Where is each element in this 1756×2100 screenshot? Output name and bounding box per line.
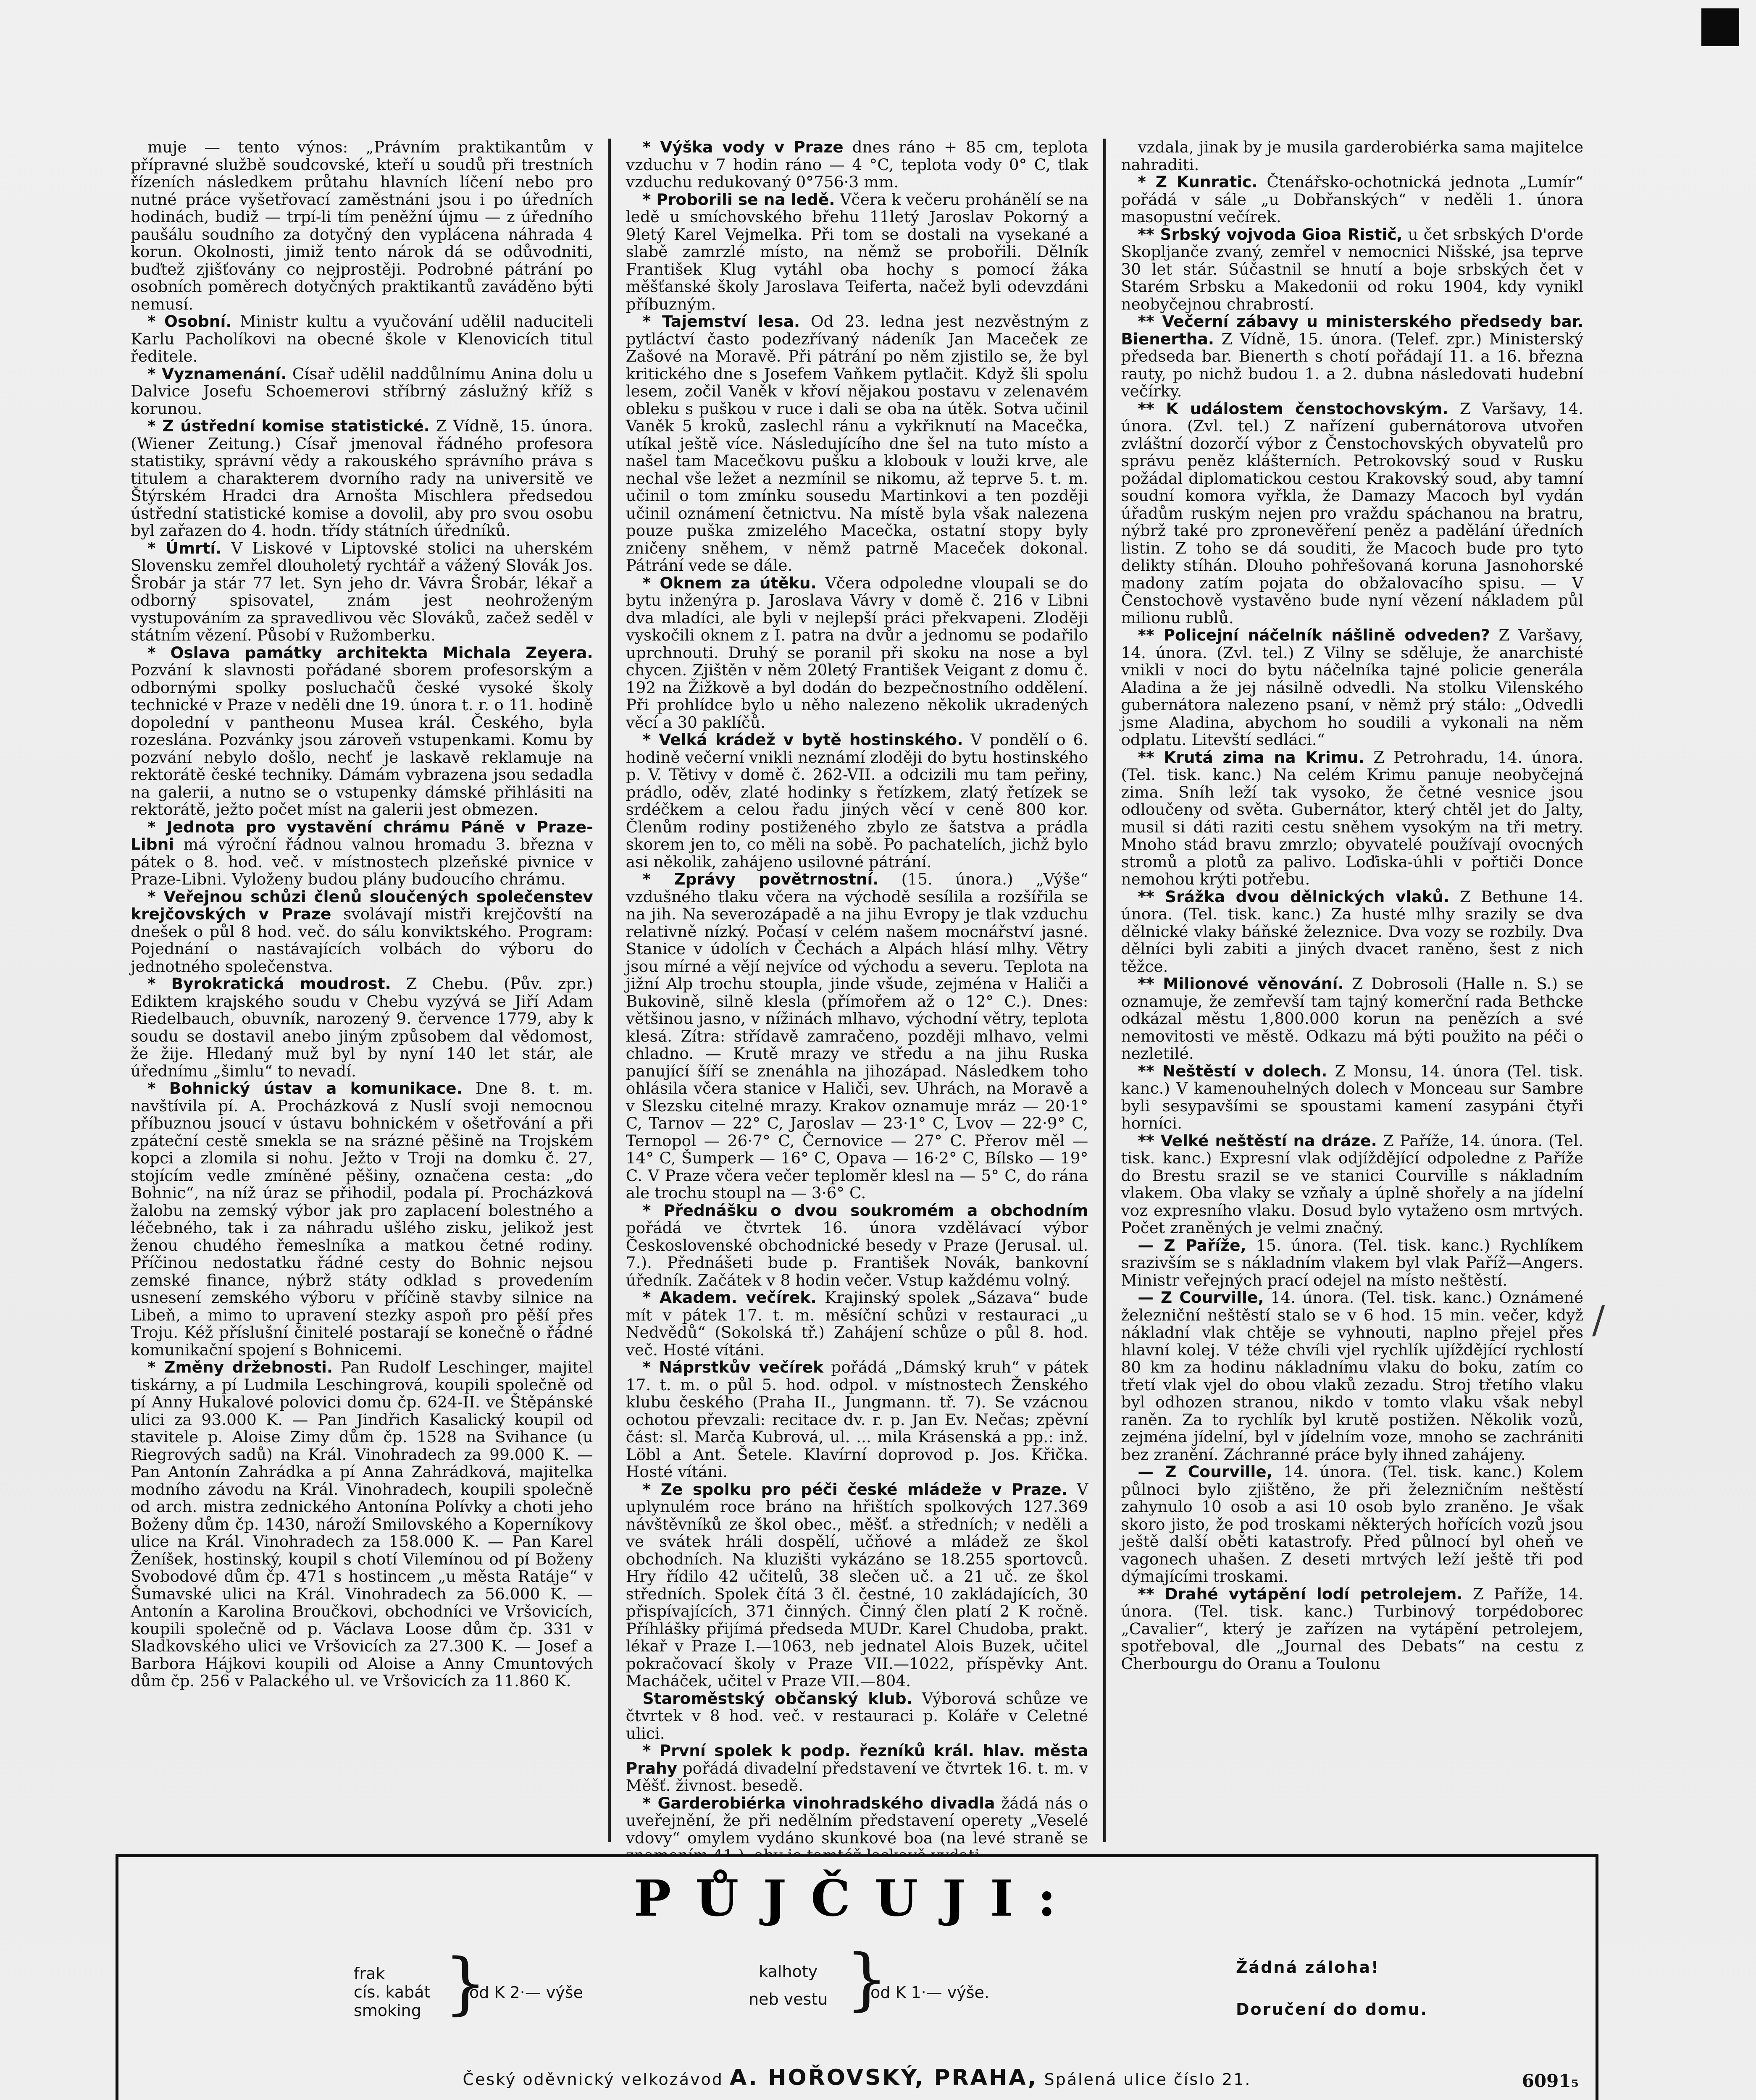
article-text: svolávají mistři krejčovští na dnešek o půl 8 hod. več. do sálu konviktského. Program: Pojednání o nastávajících volbách do výboru do jednotného společenstva.: [131, 905, 593, 976]
article-paragraph: [1121, 627, 1583, 749]
column-1: [116, 139, 608, 1842]
article-text: vzdala, jinak by je musila garderobiérka sama majitelce nahraditi.: [1121, 138, 1584, 174]
article-text: Z Bethune 14. února. (Tel. tisk. kanc.) Za husté mlhy srazily se dva dělnické vlaky báňské železnice. Dva vozy se rozbily. Dva dělníci byli zabiti a jiných dvacet raněno, šest z nich těžce.: [1121, 887, 1584, 976]
article-text: Včera odpoledne vloupali se do bytu inženýra p. Jaroslava Vávry v domě č. 216 v Libni dva mladíci, ale byli v nejlepší práci překvapeni. Zloději vyskočili oknem z I. patra na dvůr a jednomu se podařilo uprchnouti. Druhý se poranil při skoku na nose a byl chycen. Zjištěn v něm 20letý František Veigant z domu č. 192 na Žižkově a byl dodán do bezpečnostního oddělení. Při prohlídce bylo u něho nalezeno několik ukradených věcí a 30 paklíčů.: [626, 573, 1088, 732]
ad-item: kalhoty: [759, 1962, 818, 1981]
advertisement-box: [116, 1854, 1598, 2100]
article-paragraph: [131, 417, 593, 540]
article-paragraph: [131, 139, 593, 313]
article-paragraph: [131, 1080, 593, 1359]
article-paragraph: [626, 191, 1088, 313]
article-heading: * Byrokratická moudrost.: [147, 974, 391, 993]
article-paragraph: [1121, 1132, 1583, 1237]
article-heading: * Veřejnou schůzi členů sloučených společenstev krejčovských v Praze: [131, 887, 593, 923]
article-text: Výborová schůze ve čtvrtek v 8 hod. več. v restauraci p. Koláře v Celetné ulici.: [626, 1689, 1088, 1743]
article-heading: * Tajemství lesa.: [642, 312, 800, 331]
article-paragraph: [1121, 1063, 1583, 1132]
article-paragraph: [1121, 226, 1583, 313]
ad-item: neb vestu: [749, 1990, 828, 2008]
article-heading: * Bohnický ústav a komunikace.: [147, 1079, 463, 1097]
article-text: Pan Rudolf Leschinger, majitel tiskárny, a pí Ludmila Leschingrová, koupili společně od pí Anny Hukalové polovici domu čp. 624-II. ve Štěpánské ulici za 93.000 K. — Pan Jindřich Kasalický koupil od stavitele p. Aloise Zimy dům čp. 1528 na Svihance (u Riegrových sadů) na Král. Vinohradech za 99.000 K. — Pan Antonín Zahrádka a pí Anna Zahrádková, majitelka modního závodu na Král. Vinohradech, koupili společně od arch. mistra zednického Antonína Polívky a choti jeho Boženy dům čp. 1430, nároží Smilovského a Koperníkovy ulice na Král. Vinohradech za 158.000 K. — Pan Karel Ženíšek, hostinský, koupil s chotí Vilemínou od pí Boženy Svobodové dům čp. 471 s hostincem „u města Ratáje“ v Šumavské ulici na Král. Vinohradech za 56.000 K. — Antonín a Karolina Broučkovi, obchodníci ve Vršovicích, koupili společně od p. Václava Loose dům čp. 331 v Sladkovského ulici ve Vršovicích za 27.300 K. — Josef a Barbora Hájkovi koupili od Aloise a Anny Cmuntových dům čp. 256 v Palackého ul. ve Vršovicích za 11.860 K.: [131, 1358, 593, 1690]
article-paragraph: [131, 975, 593, 1080]
article-paragraph: [626, 1202, 1088, 1289]
article-heading: * Z ústřední komise statistické.: [147, 417, 430, 435]
article-paragraph: [626, 871, 1088, 1202]
column-3: [1103, 139, 1598, 1842]
article-heading: * Úmrtí.: [147, 538, 222, 557]
article-text: Z Vídně, 15. února. (Wiener Zeitung.) Císař jmenoval řádného profesora statistiky, správní vědy a rakouského správního práva s titulem a charakterem dvorního rady na universitě ve Štýrském Hradci dra Arnošta Mischlera předsedou ústřední statistické komise a dovolil, aby pro svou osobu byl zařazen do 4. hodn. třídy státních úředníků.: [131, 417, 593, 540]
article-heading: * Garderobiérka vinohradského divadla: [642, 1793, 995, 1812]
article-heading: * Oslava památky architekta Michala Zeyera.: [147, 643, 593, 662]
article-text: V Liskové v Liptovské stolici na uherském Slovensku zemřel dlouholetý rychtář a vážený Slovák Jos. Šrobár ja stár 77 let. Syn jeho dr. Vávra Šrobár, lékař a odborný spisovatel, znám jest neohroženým vystupováním za spravedlivou věc Slováků, začež seděl v státním vězení. Působí v Ružomberku.: [131, 538, 593, 644]
article-text: Krajinský spolek „Sázava“ bude mít v pátek 17. t. m. měsíční schůzi v restauraci „u Nedvědů“ (Sokolská tř.) Zahájení schůze o půl 8. hod. več. Hosté vítáni.: [626, 1288, 1088, 1359]
article-text: Z Petrohradu, 14. února. (Tel. tisk. kanc.) Na celém Krimu panuje neobyčejná zima. Sníh leží tak vysoko, že četné vesnice jsou odloučeny od světa. Gubernátor, který chtěl jet do Jalty, musil si dáti raziti cestu sněhem vysokým na tři metry. Mnoho stád bravu zmrzlo; obyvatelé používají ovocných stromů a plotů za palivo. Loďiska-úhli v pořtiči Donce nemohou krýti potřebu.: [1121, 748, 1584, 888]
article-heading: ** Velké neštěstí na dráze.: [1138, 1131, 1377, 1150]
article-heading: * První spolek k podp. řezníků král. hlav. města Prahy: [626, 1741, 1088, 1777]
article-paragraph: [1121, 313, 1583, 400]
article-paragraph: [1121, 400, 1583, 627]
article-text: Dne 8. t. m. navštívila pí. A. Procházková z Nuslí svoji nemocnou příbuznou jsoucí v ústavu bohnickém v ošetřování a při zpáteční cestě smekla se na srázné pěšině na Trojském kopci a zlomila si nohu. Ježto v Troji na domku č. 27, stojícím vedle zmíněné pěšiny, označena cesta: „do Bohnic“, na níž úraz se přihodil, podala pí. Procházková žalobu na zemský výbor jak pro zaplacení bolestného a léčebného, tak i za náhradu ušlého zisku, jelikož jest ženou chudého řemeslníka a matkou četné rodiny. Příčinou nedostatku řádné cesty do Bohnic nejsou zemské finance, nýbrž státy odklad s provedením usnesení zemského výboru v příčině stavby silnice na Libeň, a mimo to upravení stezky aspoň pro pěší přes Troju. Kéž příslušní činitelé postarají se konečně o řádné komunikační spojení s Bohnicemi.: [131, 1079, 593, 1359]
article-paragraph: [131, 540, 593, 644]
article-text: pořádá divadelní představení ve čtvrtek 16. t. m. v Měšť. živnost. besedě.: [626, 1759, 1088, 1795]
article-text: Z Varšavy, 14. února. (Zvl. tel.) Z Vilny se sděluje, že anarchisté vnikli v noci do bytu náčelníka tajné policie generála Aladina a že jej násilně odvedli. Na stolku Vilenského gubernátora nalezeno psaní, v němž prý stálo: „Odvedli jsme Aladina, abychom ho soudili a vykonali na něm odplatu. Litevští sedláci.“: [1121, 626, 1584, 749]
article-paragraph: [1121, 1463, 1583, 1586]
article-paragraph: [626, 731, 1088, 871]
article-paragraph: [1121, 888, 1583, 976]
article-text: Z Paříže, 14. února. (Tel. tisk. kanc.) Turbinový torpédoborec „Cavalier“, který je zařízen na vytápění petrolejem, spotřeboval, dle „Journal des Debats“ na cestu z Cherbourgu do Oranu a Toulonu: [1121, 1584, 1584, 1673]
article-text: V pondělí o 6. hodině večerní vnikli neznámí zloději do bytu hostinského p. V. Tětivy v domě č. 262-VII. a odcizili mu tam peřiny, prádlo, oděv, zlaté hodinky s řetízkem, zlatý řetízek se srdéčkem a celou řadu jiných věcí v ceně 800 kor. Členům rodiny postiženého zbylo ze šatstva a prádla skorem jen to, co měli na sobě. Po pachatelích, jichž bylo asi několik, zahájeno usilovné pátrání.: [626, 730, 1088, 871]
article-text: pořádá ve čtvrtek 16. února vzdělávací výbor Československé obchodnické besedy v Praze (Jerusal. ul. 7.). Přednášeti bude p. František Novák, bankovní úředník. Začátek v 8 hodin večer. Vstup každému volný.: [626, 1218, 1088, 1289]
article-text: dnes ráno + 85 cm, teplota vzduchu v 7 hodin ráno — 4 °C, teplota vody 0° C, tlak vzduchu redukovaný 0°756·3 mm.: [626, 138, 1088, 191]
ad-left-items: [354, 1964, 430, 2020]
ad-item: frak: [354, 1964, 385, 1983]
article-paragraph: [1121, 139, 1583, 173]
article-text: pořádá „Dámský kruh“ v pátek 17. t. m. o půl 5. hod. odpol. v místnostech Ženského klubu českého (Praha II., Jungmann. tř. 7). Se vzácnou ochotou převzali: recitace dv. r. p. Jan Ev. Nečas; zpěvní část: sl. Marča Kubrová, ul. ... mila Krásenská a pp.: inž. Löbl a Ant. Šetele. Klavírní doprovod p. Jos. Křička. Hosté vítáni.: [626, 1358, 1088, 1481]
article-text: žádá nás o uveřejnění, že při nedělním představení operety „Veselé vdovy“ omylem vydáno skunkové boa (na levé straně se: [626, 1793, 1088, 1847]
article-paragraph: [131, 1359, 593, 1690]
article-heading: — Z Courville,: [1138, 1462, 1272, 1481]
article-paragraph: [626, 575, 1088, 732]
article-heading: ** Srážka dvou dělnických vlaků.: [1138, 887, 1450, 906]
article-heading: ** Milionové věnování.: [1138, 974, 1344, 993]
article-columns: [116, 138, 1598, 1847]
article-heading: * Jednota pro vystavění chrámu Páně v Praze-Libni: [131, 817, 593, 853]
ad-footer-suffix: Spálená ulice číslo 21.: [1044, 2070, 1251, 2089]
article-heading: * Výška vody v Praze: [642, 138, 844, 156]
ad-footer-prefix: Český oděvnický velkozávod: [463, 2070, 723, 2089]
ad-footer: [118, 2065, 1596, 2090]
article-heading: ** Krutá zima na Krimu.: [1138, 748, 1364, 766]
article-heading: * Osobní.: [147, 312, 232, 331]
article-paragraph: [1121, 1586, 1583, 1673]
article-heading: * Velká krádež v bytě hostinského.: [642, 730, 963, 749]
article-paragraph: [626, 1690, 1088, 1743]
article-paragraph: [626, 313, 1088, 575]
article-paragraph: [131, 644, 593, 819]
article-text: Včera k večeru prohánělí se na ledě u smíchovského břehu 11letý Jaroslav Pokorný a 9letý Karel Vejmelka. Při tom se dostali na vysekané a slabě zamrzlé místo, na němž se probořili. Dělník František Klug vytáhl oba hochy s pomocí žáka měšťanské školy Jaroslava Teiferta, načež byli odevzdáni příbuzným.: [626, 190, 1088, 313]
article-text: Z Vídně, 15. února. (Telef. zpr.) Ministerský předseda bar. Bienerth s chotí pořádají 11. a 16. března rauty, po nichž budou 1. a 2. dubna následovati hudební večírky.: [1121, 329, 1584, 400]
article-text: 15. února. (Tel. tisk. kanc.) Rychlíkem srazivším se s nákladním vlakem byl vlak Paříž—Angers. Ministr veřejných prací odejel na místo neštěstí.: [1121, 1236, 1584, 1289]
article-heading: * Náprstkův večírek: [642, 1358, 824, 1376]
article-paragraph: [1121, 1289, 1583, 1463]
article-text: muje — tento výnos: „Právním praktikantům v přípravné službě soudcovské, kteří u soudů při trestních řízeních následkem průtahu hlavních líčení nebo pro nutné práce vyšetřovací zaměstnáni jsou i po úředních hodinách, budiž — trpí-li tím peněžní újmu — z úředního paušálu soudního za dotyčný den vyplácena náhrada 4 korun. Okolnosti, jimiž tento nárok dá se odůvodniti, buďtež zjišťovány co nejprostěji. Podrobné pátrání po osobních poměrech dotyčných praktikantů zaváděno býti nemusí.: [131, 138, 593, 313]
article-paragraph: [626, 1289, 1088, 1359]
ad-item: cís. kabát: [354, 1983, 431, 2001]
article-paragraph: [626, 1481, 1088, 1690]
article-paragraph: [131, 819, 593, 888]
article-heading: ** Policejní náčelník nášlině odveden?: [1138, 626, 1490, 644]
article-heading: * Přednášku o dvou soukromém a obchodním: [642, 1201, 1088, 1220]
article-text: u čet srbských D'orde Skopljanče zvaný, zemřel v nemocnici Nišské, jsa teprve 30 let stár. Súčastnil se hnutí a boje srbských čet v Starém Srbsku a Makedonii od roku 1904, kdy vynikl neobyčejnou chrabrostí.: [1121, 225, 1584, 313]
article-text: Z Paříže, 14. února. (Tel. tisk. kanc.) Expresní vlak odjíždějící odpoledne z Paříže do Brestu srazil se ve stanici Courville s nákladním vlakem. Oba vlaky se vzňaly a úplně shořely a na jídelní voz expresního vlaku. Dosud bylo vytaženo osm mrtvých. Počet zraněných je velmi značný.: [1121, 1131, 1584, 1237]
ad-title: PŮJČUJI:: [634, 1869, 1080, 1927]
article-heading: ** Neštěstí v dolech.: [1138, 1061, 1328, 1080]
article-paragraph: [626, 1359, 1088, 1481]
article-paragraph: [1121, 173, 1583, 226]
article-paragraph: [626, 139, 1088, 191]
ad-home-delivery: Doručení do domu.: [1236, 2000, 1428, 2019]
ad-code: 6091₅: [1522, 2071, 1579, 2091]
article-heading: * Zprávy povětrnostní.: [642, 870, 879, 888]
article-heading: ** Večerní zábavy u ministerského předsedy bar. Bienertha.: [1121, 312, 1584, 348]
ad-item: smoking: [354, 2001, 421, 2020]
article-paragraph: [1121, 975, 1583, 1063]
article-heading: ** Srbský vojvoda Gioa Ristič,: [1138, 225, 1403, 244]
article-text: Ministr kultu a vyučování udělil naduciteli Karlu Pacholíkovi na obecné škole v Klenovicích titul ředitele.: [131, 312, 593, 365]
article-text: 14. února. (Tel. tisk. kanc.) Oznámené železniční neštěstí stalo se v 6 hod. 15 min. večer, když nákladní vlak chtěje se vyhnouti, naplno přejel přes hlavní kolej. V téže chvíli vjel rychlík ujíždějící rychlostí 80 km za hodinu nákladnímu vlaku do boku, zatím co třetí vlak vjel do obou vlaků zezadu. Stroj třetího vlaku byl odhozen stranou, nikdo v tomto vlaku však nebyl raněn. Za to rychlík byl krutě postižen. Několik vozů, zejména jídelní, byl v jídelním voze, mnoho se zachrániti bez zranění. Záchranné práce byly ihned zahájeny.: [1121, 1288, 1584, 1464]
article-heading: — Z Paříže,: [1138, 1236, 1246, 1255]
article-paragraph: [131, 888, 593, 976]
column-2: [608, 138, 1104, 1847]
margin-pencil-mark: /: [1592, 1298, 1605, 1342]
article-paragraph: [131, 365, 593, 418]
ad-left-price: od K 2·— výše: [469, 1983, 583, 2002]
article-text: má výroční řádnou valnou hromadu 3. března v pátek o 8. hod. več. v místnostech plzeňské pivnice v Praze-Libni. Vyloženy budou plány budoucího chrámu.: [131, 835, 593, 888]
ad-footer-brand: A. HOŘOVSKÝ, PRAHA,: [729, 2065, 1038, 2090]
brace-left: }: [444, 1944, 487, 2022]
article-paragraph: [131, 313, 593, 365]
ad-middle-items: [749, 1962, 828, 2008]
article-heading: Staroměstský občanský klub.: [642, 1689, 912, 1708]
article-paragraph: [626, 1795, 1088, 1864]
article-heading: * Akadem. večírek.: [642, 1288, 817, 1307]
article-text: Císař udělil naddůlnímu Anina dolu u Dalvice Josefu Schoemerovi stříbrný záslužný kříž s korunou.: [131, 364, 593, 418]
article-text: Čtenářsko-ochotnická jednota „Lumír“ pořádá v sále „u Dobřanských“ v neděli 1. února masopustní večírek.: [1121, 173, 1584, 226]
scan-corner-mark: [1701, 8, 1739, 46]
article-text: Z Monsu, 14. února (Tel. tisk. kanc.) V kamenouhelných dolech v Monceau sur Sambre byli sesypavšími se spoustami kamení zasypáni čtyři horníci.: [1121, 1061, 1584, 1132]
article-heading: * Vyznamenání.: [147, 364, 287, 383]
article-heading: * Z Kunratic.: [1138, 173, 1258, 191]
article-heading: — Z Courville,: [1138, 1288, 1264, 1307]
article-paragraph: [1121, 749, 1583, 888]
article-text: Z Chebu. (Pův. zpr.) Ediktem krajského soudu v Chebu vyzývá se Jiří Adam Riedelbauch, obuvník, narozený 9. července 1779, aby k soudu se dostavil anebo jiným způsobem dal vědomost, že žije. Hledaný muž byl by nyní 140 let stár, ale úřednímu „šimlu“ to nevadí.: [131, 974, 593, 1080]
article-heading: * Proborili se na ledě.: [642, 190, 835, 209]
article-text: (15. února.) „Výše“ vzdušného tlaku včera na východě sesílila a rozšířila se na jih. Na severozápadě a na jihu Evropy je tlak vzduchu relativně nízký. Počasí v celém našem mocnářství jasné. Stanice v údolích v Čechách a Alpách hlásí mlhy. Větry jsou mírné a vějí nejvíce od východu a severu. Teplota na jižní Alp trochu stoupla, jinde všude, zejména v Haliči a Bukovině, silně klesla (přímořem až o 12° C.). Dnes: většinou jasno, v nížinách mlhavo, východní větry, teplota klesá. Zítra: střídavě zamračeno, později mlhavo, velmi chladno. — Krutě mrazy ve středu a na jihu Ruska panující šíří se znenáhla na jihozápad. Následkem toho ohlásila včera stanice v Haliči, sev. Uhrách, na Moravě a v Slezsku citelné mrazy. Krakov oznamuje mráz — 20·1° C, Tarnov — 22° C, Jaroslav — 23·1° C, Lvov — 22·9° C, Ternopol — 26·7° C, Černovice — 27° C. Přerov měl — 14° C, Šumperk — 16° C, Opava — 16·2° C, Bílsko — 19° C. V Praze včera večer teploměr klesl na — 5° C, do rána ale trochu stoupl na — 3·6° C.: [626, 870, 1088, 1202]
article-heading: * Oknem za útěku.: [642, 573, 817, 592]
article-text: Pozvání k slavnosti pořádané sborem profesorským a odbornými spolky posluchačů české vysoké školy technické v Praze v neděli dne 19. února t. r. o 11. hodině dopolední v pantheonu Musea král. Českého, byla rozeslána. Pozvánky jsou zároveň vstupenkami. Komu by pozvání nebylo došlo, nechť je laskavě reklamuje na rektorátě české techniky. Dámám vybrazena jsou sedadla na galerii, a nutno se o vstupenky dámské přihlásiti na rektorátě, ježto počet míst na galerii jest obmezen.: [131, 661, 593, 819]
brace-middle: }: [845, 1940, 888, 2018]
article-text: Z Varšavy, 14. února. (Zvl. tel.) Z nařízení gubernátorova utvořen zvláštní dozorčí výbor z Čenstochovských obyvatelů pro správu peněz klášterních. Petrokovský soud v Rusku požádal diplomatickou cestou Krakovský soud, aby tamní soudní komora vyřkla, že Damazy Macoch byl vydán úřadům ruským nejen pro vraždu spáchanou na bratru, nýbrž také pro zpronevěření peněz a padělání úředních listin. Z toho se dá souditi, že Macoch bude pro tyto delikty stíhán. Dlouho pohřešovaná koruna Jasnohorské madony zatím pojata do obžalovacího spisu. — V Čenstochově vystavěno bude nyní vězení nákladem půl milionu rublů.: [1121, 399, 1584, 627]
article-heading: * Změny držebnosti.: [147, 1358, 333, 1376]
article-heading: ** Drahé vytápění lodí petrolejem.: [1138, 1584, 1463, 1603]
article-text: V uplynulém roce bráno na hřištích spolkových 127.369 návštěvníků ze škol obec., měšť. a středních; v neděli a ve svátek hráli dospělí, učňové a mládež ze škol obchodních. Na kluzišti vykázáno se 18.255 sportovců. Hry řídilo 42 učitelů, 38 slečen uč. a 21 uč. ze škol středních. Spolek čítá 3 čl. čestné, 10 zakládajících, 30 přispívajících, 371 činných. Činný člen platí 2 K ročně. Příhlášky přijímá předseda MUDr. Karel Chudoba, prakt. lékař v Praze I.—1063, neb jednatel Alois Buzek, učitel pokračovací školy v Praze VII.—1022, příspěvky Ant. Macháček, učitel v Praze VII.—804.: [626, 1480, 1088, 1690]
article-paragraph: [626, 1742, 1088, 1795]
ad-no-deposit: Žádná záloha!: [1236, 1958, 1380, 1977]
article-heading: * Ze spolku pro péči české mládeže v Praze.: [642, 1480, 1067, 1499]
article-heading: ** K událostem čenstochovským.: [1138, 399, 1448, 418]
ad-middle-price: od K 1·— výše.: [870, 1983, 990, 2002]
article-text: Od 23. ledna jest nezvěstným z pytláctví často podezřívaný nádeník Jan Maceček ze Zašové na Moravě. Při pátrání po něm zjistilo se, že byl kritického dne s Josefem Vaňkem pytlačit. Když šli spolu lesem, zočil Vaněk v křoví nějakou postavu v zelenavém obleku s puškou v ruce i dali se oba na útěk. Sotva učinil Vaněk 5 kroků, zaslechl ránu a vykřiknutí na Macečka, utíkal ještě více. Následujícího dne šel na tuto místo a našel tam Macečkovu pušku a klobouk v louži krve, ale nechal vše ležet a nezmínil se nikomu, až teprve 5. t. m. učinil o tom zmínku sousedu Martinkovi a ten později učinil oznámení četnictvu. Na místě byla však nalezena pouze puška zmizelého Macečka, ostatní stopy byly zničeny sněhem, v němž patrně Maceček dokonal. Pátrání vede se dále.: [626, 312, 1088, 575]
article-text: Z Dobrosoli (Halle n. S.) se oznamuje, že zemřevší tam tajný komerční rada Bethcke odkázal městu 1,800.000 korun na penězích a své nemovitosti ve městě. Odkazu má býti použito na péči o nezletilé.: [1121, 974, 1584, 1063]
article-text: 14. února. (Tel. tisk. kanc.) Kolem půlnoci bylo zjištěno, že při železničním neštěstí zahynulo 10 osob a asi 10 osob bylo zraněno. Je však skoro jisto, že pod troskami některých hořících vozů jsou ještě další oběti katastrofy. Před půlnocí byl oheň ve vagonech uhašen. Z deseti mrtvých leží ještě tři pod dýmajícími troskami.: [1121, 1462, 1584, 1586]
article-paragraph: [1121, 1237, 1583, 1289]
